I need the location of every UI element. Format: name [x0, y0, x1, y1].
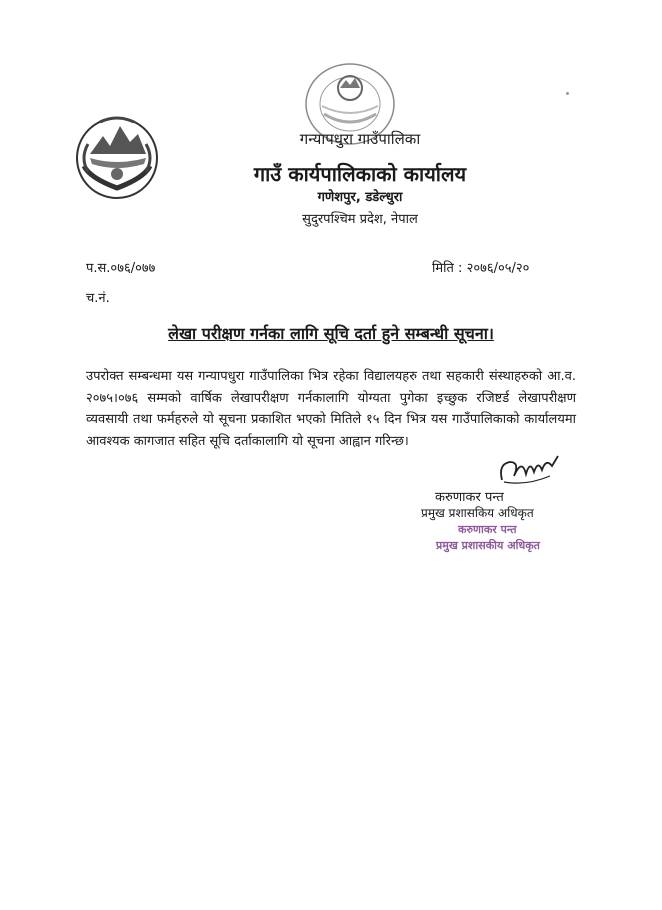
stamp-name: करुणाकर पन्त — [458, 523, 517, 536]
signature-icon — [496, 450, 566, 490]
notice-title: लेखा परीक्षण गर्नका लागि सूचि दर्ता हुने सम्बन्धी सूचना। — [168, 324, 494, 343]
signatory-designation: प्रमुख प्रशासकिय अधिकृत — [421, 506, 534, 520]
notice-body: उपरोक्त सम्बन्धमा यस गन्यापधुरा गाउँपालिका भित्र रहेका विद्यालयहरु तथा सहकारी संस्थाहरुको आ.व. २०७५।०७६ सम्मको वार्षिक लेखापरीक्षण गर्नकालागि योग्यता पुगेका इच्छुक रजिष्टर्ड लेखापरीक्षण व्यवसायी तथा फर्महरुले यो सूचना प्रकाशित भएको मितिले १५ दिन भित्र यस गाउँपालिकाको कार्यालयमा आवश्यक कागजात सहित सूचि दर्ताकालागि यो सूचना आह्वान गरिन्छ। — [86, 369, 576, 449]
dispatch-number: च.नं. — [86, 291, 110, 306]
office-name: गाउँ कार्यपालिकाको कार्यालय — [253, 162, 467, 186]
reference-number: प.स.०७६/०७७ — [86, 261, 156, 276]
signatory-name: करुणाकर पन्त — [435, 490, 504, 505]
notice-date: मिति : २०७६/०५/२० — [432, 261, 530, 276]
notice-title-block — [86, 322, 576, 344]
office-province: सुदुरपश्चिम प्रदेश, नेपाल — [302, 212, 418, 227]
office-location: गणेशपुर, डडेल्धुरा — [317, 190, 403, 205]
nepal-emblem-icon — [70, 108, 164, 202]
scan-speck — [566, 92, 569, 95]
stamp-designation: प्रमुख प्रशासकीय अधिकृत — [436, 539, 540, 552]
municipality-name: गन्यापधुरा गाउँपालिका — [299, 130, 421, 148]
